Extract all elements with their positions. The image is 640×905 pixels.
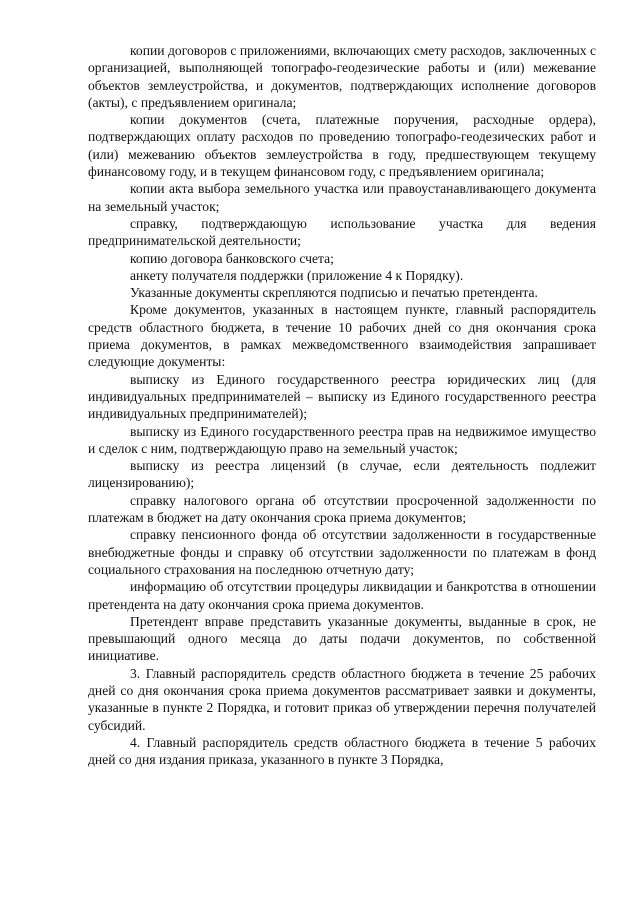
paragraph-bank-contract: копию договора банковского счета; [130,250,334,266]
paragraph-license-extract: выписку из реестра лицензий (в случае, если деятельность подлежит лицензированию); [88,458,596,491]
paragraph-property-rights-extract: выписку из Единого государственного реестра прав на недвижимое имущество и сделок с ним, подтверждающую право на земельный участок; [88,423,596,456]
paragraph-item-4: 4. Главный распорядитель средств областного бюджета в течение 5 рабочих дней со дня издания приказа, указанного в пункте 3 Порядка, [88,734,596,768]
paragraph-interagency-request: Кроме документов, указанных в настоящем пункте, главный распорядитель средств областного бюджета, в течение 10 рабочих дней со дня окончания срока приема документов, в рамках межведомственного взаимодействия запрашивает следующие документы: [88,302,596,370]
paragraph-payment-documents: копии документов (счета, платежные поручения, расходные ордера), подтверждающих оплату расходов по проведению топографо-геодезических работ и (или) межеванию объектов землеустройства в году, предшествующем текущему финансовому году, и в текущем финансовом году, с предъявлением оригинала; [88,112,596,180]
paragraph-egrul-extract: выписку из Единого государственного реестра юридических лиц (для индивидуальных предпринимателей – выписку из Единого государственного реестра индивидуальных предпринимателей); [88,371,596,422]
paragraph-land-act: копии акта выбора земельного участка или правоустанавливающего документа на земельный участок; [88,181,596,214]
paragraph-liquidation-info: информацию об отсутствии процедуры ликвидации и банкротства в отношении претендента на дату окончания срока приема документов. [88,579,596,612]
paragraph-signature-seal: Указанные документы скрепляются подписью и печатью претендента. [130,285,538,301]
paragraph-pension-fund-certificate: справку пенсионного фонда об отсутствии задолженности в государственные внебюджетные фонды и справку об отсутствии задолженности по платежам в фонд социального страхования на последнюю отчетную дату; [88,527,596,577]
paragraph-contracts-copies: копии договоров с приложениями, включающих смету расходов, заключенных с организацией, выполняющей топографо-геодезические работы и (или) межевание объектов землеустройства, и документов, подтверждающих исполнение договоров (акты), с предъявлением оригинала; [88,43,596,110]
paragraph-item-3: 3. Главный распорядитель средств областного бюджета в течение 25 рабочих дней со дня окончания срока приема документов рассматривает заявки и документы, указанные в пункте 2 Порядка, и готовит приказ об утверждении перечня получателей субсидий. [88,665,596,733]
paragraph-usage-certificate: справку, подтверждающую использование участка для ведения предпринимательской деятельности; [88,215,596,249]
paragraph-tax-certificate: справку налогового органа об отсутствии просроченной задолженности по платежам в бюджет на дату окончания срока приема документов; [88,492,596,526]
paragraph-applicant-initiative: Претендент вправе представить указанные документы, выданные в срок, не превышающий одного месяца до даты подачи документов, по собственной инициативе. [88,613,596,664]
paragraph-questionnaire: анкету получателя поддержки (приложение 4 к Порядку). [130,267,464,283]
